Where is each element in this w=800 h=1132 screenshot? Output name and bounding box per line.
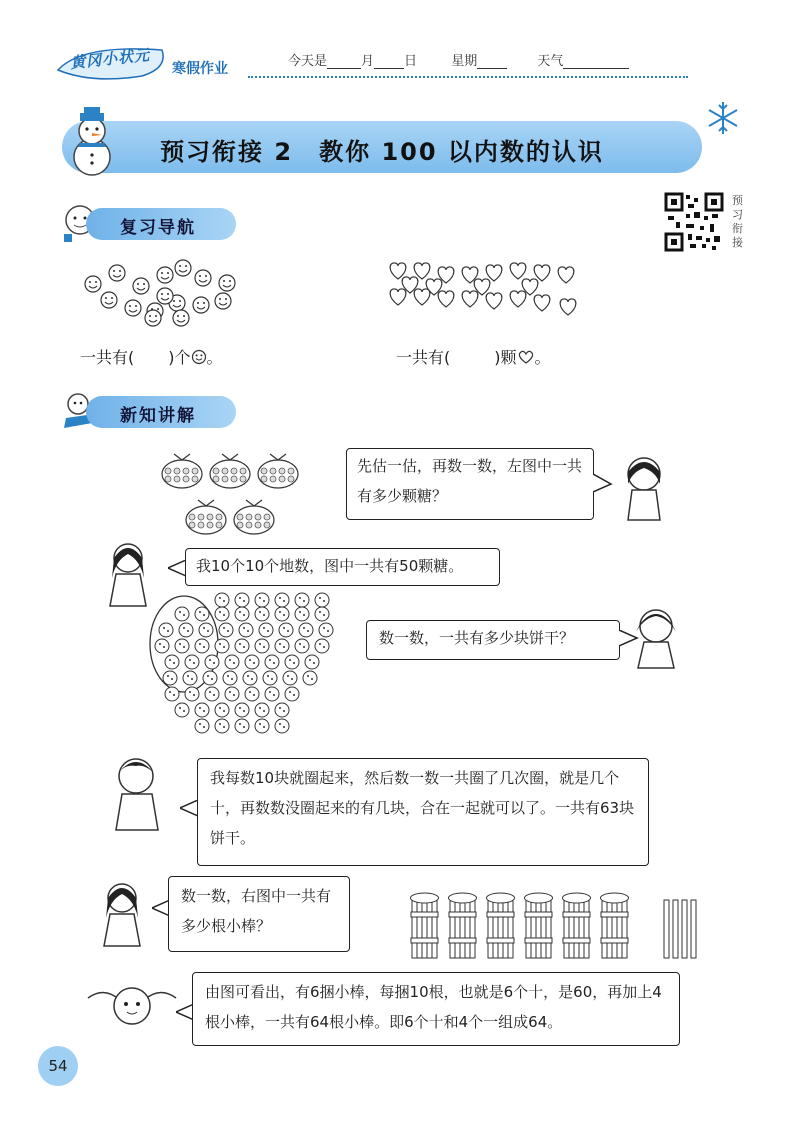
brand-name: 黄冈小状元: [69, 45, 151, 73]
cookie: [263, 671, 277, 685]
smiley-face: [125, 300, 141, 316]
smiley-count-period: 。: [206, 348, 223, 367]
cookie: [255, 639, 269, 653]
cookie: [235, 607, 249, 621]
cookie: [245, 687, 259, 701]
cookie: [305, 655, 319, 669]
cookie: [235, 593, 249, 607]
cookie: [275, 593, 289, 607]
question-sticks-text: 数一数，右图中一共有多少根小棒？: [181, 887, 332, 935]
heart-shape: [390, 263, 406, 279]
stick-bundle: [525, 893, 553, 958]
cookie: [199, 623, 213, 637]
question-candy-text: 先估一估，再数一数，左图中一共有多少颗糖？: [357, 457, 583, 505]
stick-bundle: [487, 893, 515, 958]
cookie: [283, 671, 297, 685]
day-blank[interactable]: [374, 54, 404, 69]
cookie: [255, 607, 269, 621]
new-section-tag: [86, 396, 236, 428]
smiley-count-line: [80, 345, 223, 368]
cookie: [215, 639, 229, 653]
cookie: [255, 703, 269, 717]
cookie: [175, 703, 189, 717]
stick-bundle: [563, 893, 591, 958]
cookie: [319, 623, 333, 637]
girl-character-3: [624, 602, 686, 674]
cookie: [195, 607, 209, 621]
question-bubble-cookies: [366, 620, 620, 660]
cookie: [183, 671, 197, 685]
boy-character: [102, 752, 172, 832]
girl-character-1: [612, 452, 674, 524]
brand-subtitle: 寒假作业: [172, 61, 228, 77]
page-title: 预习衔接 2 教你 100 以内数的认识: [160, 138, 604, 166]
bubble-tail: [593, 474, 613, 494]
heart-group: [384, 256, 594, 326]
candy-bag: [258, 454, 298, 488]
smiley-count-prefix: 一共有(: [80, 348, 135, 367]
single-stick: [691, 900, 696, 958]
cookie: [315, 639, 329, 653]
cookie: [215, 607, 229, 621]
cookie: [243, 671, 257, 685]
smiley-face: [173, 310, 189, 326]
day-label: 日: [404, 54, 418, 69]
cookie: [235, 703, 249, 717]
header-divider: [248, 76, 688, 78]
heart-shape: [558, 267, 574, 283]
candy-bag: [162, 454, 202, 488]
smiley-face: [133, 278, 149, 294]
heart-shape: [534, 295, 550, 311]
candy-bag: [210, 454, 250, 488]
smiley-face: [157, 288, 173, 304]
cookie: [185, 655, 199, 669]
stick-bundle: [449, 893, 477, 958]
cookie: [255, 719, 269, 733]
weather-blank[interactable]: [563, 54, 629, 69]
heart-shape: [534, 265, 550, 281]
answer-cookies-text: 我每数10块就圈起来，然后数一数一共圈了几次圈，就是几个十，再数数没圈起来的有几块，合在一起就可以了。一共有63块饼干。: [210, 769, 635, 847]
cookie: [215, 719, 229, 733]
month-label: 月: [361, 54, 375, 69]
cookie: [259, 623, 273, 637]
weekday-label: 星期: [451, 54, 478, 69]
cookie: [159, 623, 173, 637]
smiley-icon: [191, 349, 207, 365]
stick-bundle: [411, 893, 439, 958]
cookie: [295, 607, 309, 621]
date-fields: [288, 50, 629, 69]
single-stick: [673, 900, 678, 958]
single-stick: [664, 900, 669, 958]
cookie: [235, 639, 249, 653]
snowflake-icon: [705, 100, 741, 136]
cookie: [225, 687, 239, 701]
cookie: [205, 655, 219, 669]
cookie: [223, 671, 237, 685]
cookie: [195, 639, 209, 653]
cookie: [265, 655, 279, 669]
cookie: [265, 687, 279, 701]
heart-shape: [510, 291, 526, 307]
cookie: [225, 655, 239, 669]
cookie: [279, 623, 293, 637]
heart-shape: [414, 289, 430, 305]
weekday-blank[interactable]: [477, 54, 507, 69]
candy-bag: [234, 500, 274, 534]
heart-icon: [517, 349, 535, 365]
heart-shape: [438, 291, 454, 307]
cookie: [235, 719, 249, 733]
heart-shape: [486, 265, 502, 281]
title-banner: [62, 121, 702, 173]
smiley-group: [80, 256, 250, 332]
heart-count-line: [396, 345, 551, 368]
cookie: [205, 687, 219, 701]
heart-shape: [414, 263, 430, 279]
qr-code-icon[interactable]: [664, 192, 724, 252]
cookie: [219, 623, 233, 637]
winged-mascot-icon: [84, 980, 180, 1036]
smiley-face: [219, 275, 235, 291]
cookie: [275, 719, 289, 733]
cookie: [315, 593, 329, 607]
cookie: [179, 623, 193, 637]
cookie: [285, 655, 299, 669]
candy-bags-illustration: [160, 444, 320, 540]
smiley-face: [175, 260, 191, 276]
page-number: 54: [38, 1046, 78, 1086]
heart-count-suffix: )颗: [494, 348, 517, 367]
smiley-face: [145, 310, 161, 326]
smiley-face: [193, 297, 209, 313]
heart-shape: [390, 289, 406, 305]
cookie: [255, 593, 269, 607]
stick-bundle: [601, 893, 629, 958]
cookie: [165, 687, 179, 701]
heart-count-period: 。: [534, 348, 551, 367]
cookie: [163, 671, 177, 685]
smiley-face: [195, 270, 211, 286]
smiley-face: [109, 265, 125, 281]
today-label: 今天是: [288, 54, 328, 69]
smiley-count-suffix: )个: [168, 348, 191, 367]
cookie: [295, 639, 309, 653]
answer-bubble-cookies: [197, 758, 649, 866]
cookie: [315, 607, 329, 621]
qr-label: 预习衔接: [732, 194, 743, 249]
smiley-face: [157, 267, 173, 283]
question-bubble-candy: [346, 448, 594, 520]
review-section-title: 复习导航: [120, 218, 196, 238]
review-section-tag: [86, 208, 236, 240]
cookie: [175, 607, 189, 621]
cookie: [299, 623, 313, 637]
cookie: [295, 593, 309, 607]
cookie: [195, 703, 209, 717]
cookie: [203, 671, 217, 685]
cookies-illustration: [146, 592, 346, 744]
single-stick: [682, 900, 687, 958]
month-blank[interactable]: [327, 54, 361, 69]
girl-character-4: [94, 878, 150, 948]
cookie: [303, 671, 317, 685]
question-bubble-sticks: [168, 876, 350, 952]
brand-logo: [52, 40, 172, 86]
smiley-face: [101, 292, 117, 308]
heart-count-prefix: 一共有(: [396, 348, 451, 367]
cookie: [215, 593, 229, 607]
smiley-face: [85, 276, 101, 292]
cookie: [175, 639, 189, 653]
answer-sticks-text: 由图可看出，有6捆小棒，每捆10根，也就是6个十，是60，再加上4根小棒，一共有64根小棒。即6个十和4个一组成64。: [205, 983, 662, 1031]
cookie: [165, 655, 179, 669]
question-cookies-text: 数一数，一共有多少块饼干？: [379, 629, 575, 647]
new-section-title: 新知讲解: [120, 406, 196, 426]
snowman-icon: [62, 107, 128, 177]
cookie: [215, 703, 229, 717]
cookie: [285, 687, 299, 701]
cookie: [155, 639, 169, 653]
cookie: [239, 623, 253, 637]
answer-bubble-sticks: [192, 972, 680, 1046]
heart-shape: [510, 263, 526, 279]
cookie: [185, 687, 199, 701]
cookie: [275, 607, 289, 621]
cookie: [195, 719, 209, 733]
cookie: [275, 639, 289, 653]
cookie: [245, 655, 259, 669]
heart-shape: [486, 293, 502, 309]
weather-label: 天气: [537, 54, 564, 69]
cookie: [275, 703, 289, 717]
heart-shape: [462, 291, 478, 307]
answer-candy-text: 我10个10个地数，图中一共有50颗糖。: [196, 557, 464, 575]
sticks-illustration: [408, 892, 718, 962]
smiley-face: [215, 293, 231, 309]
candy-bag: [186, 500, 226, 534]
answer-bubble-candy: [185, 548, 500, 586]
heart-shape: [560, 299, 576, 315]
